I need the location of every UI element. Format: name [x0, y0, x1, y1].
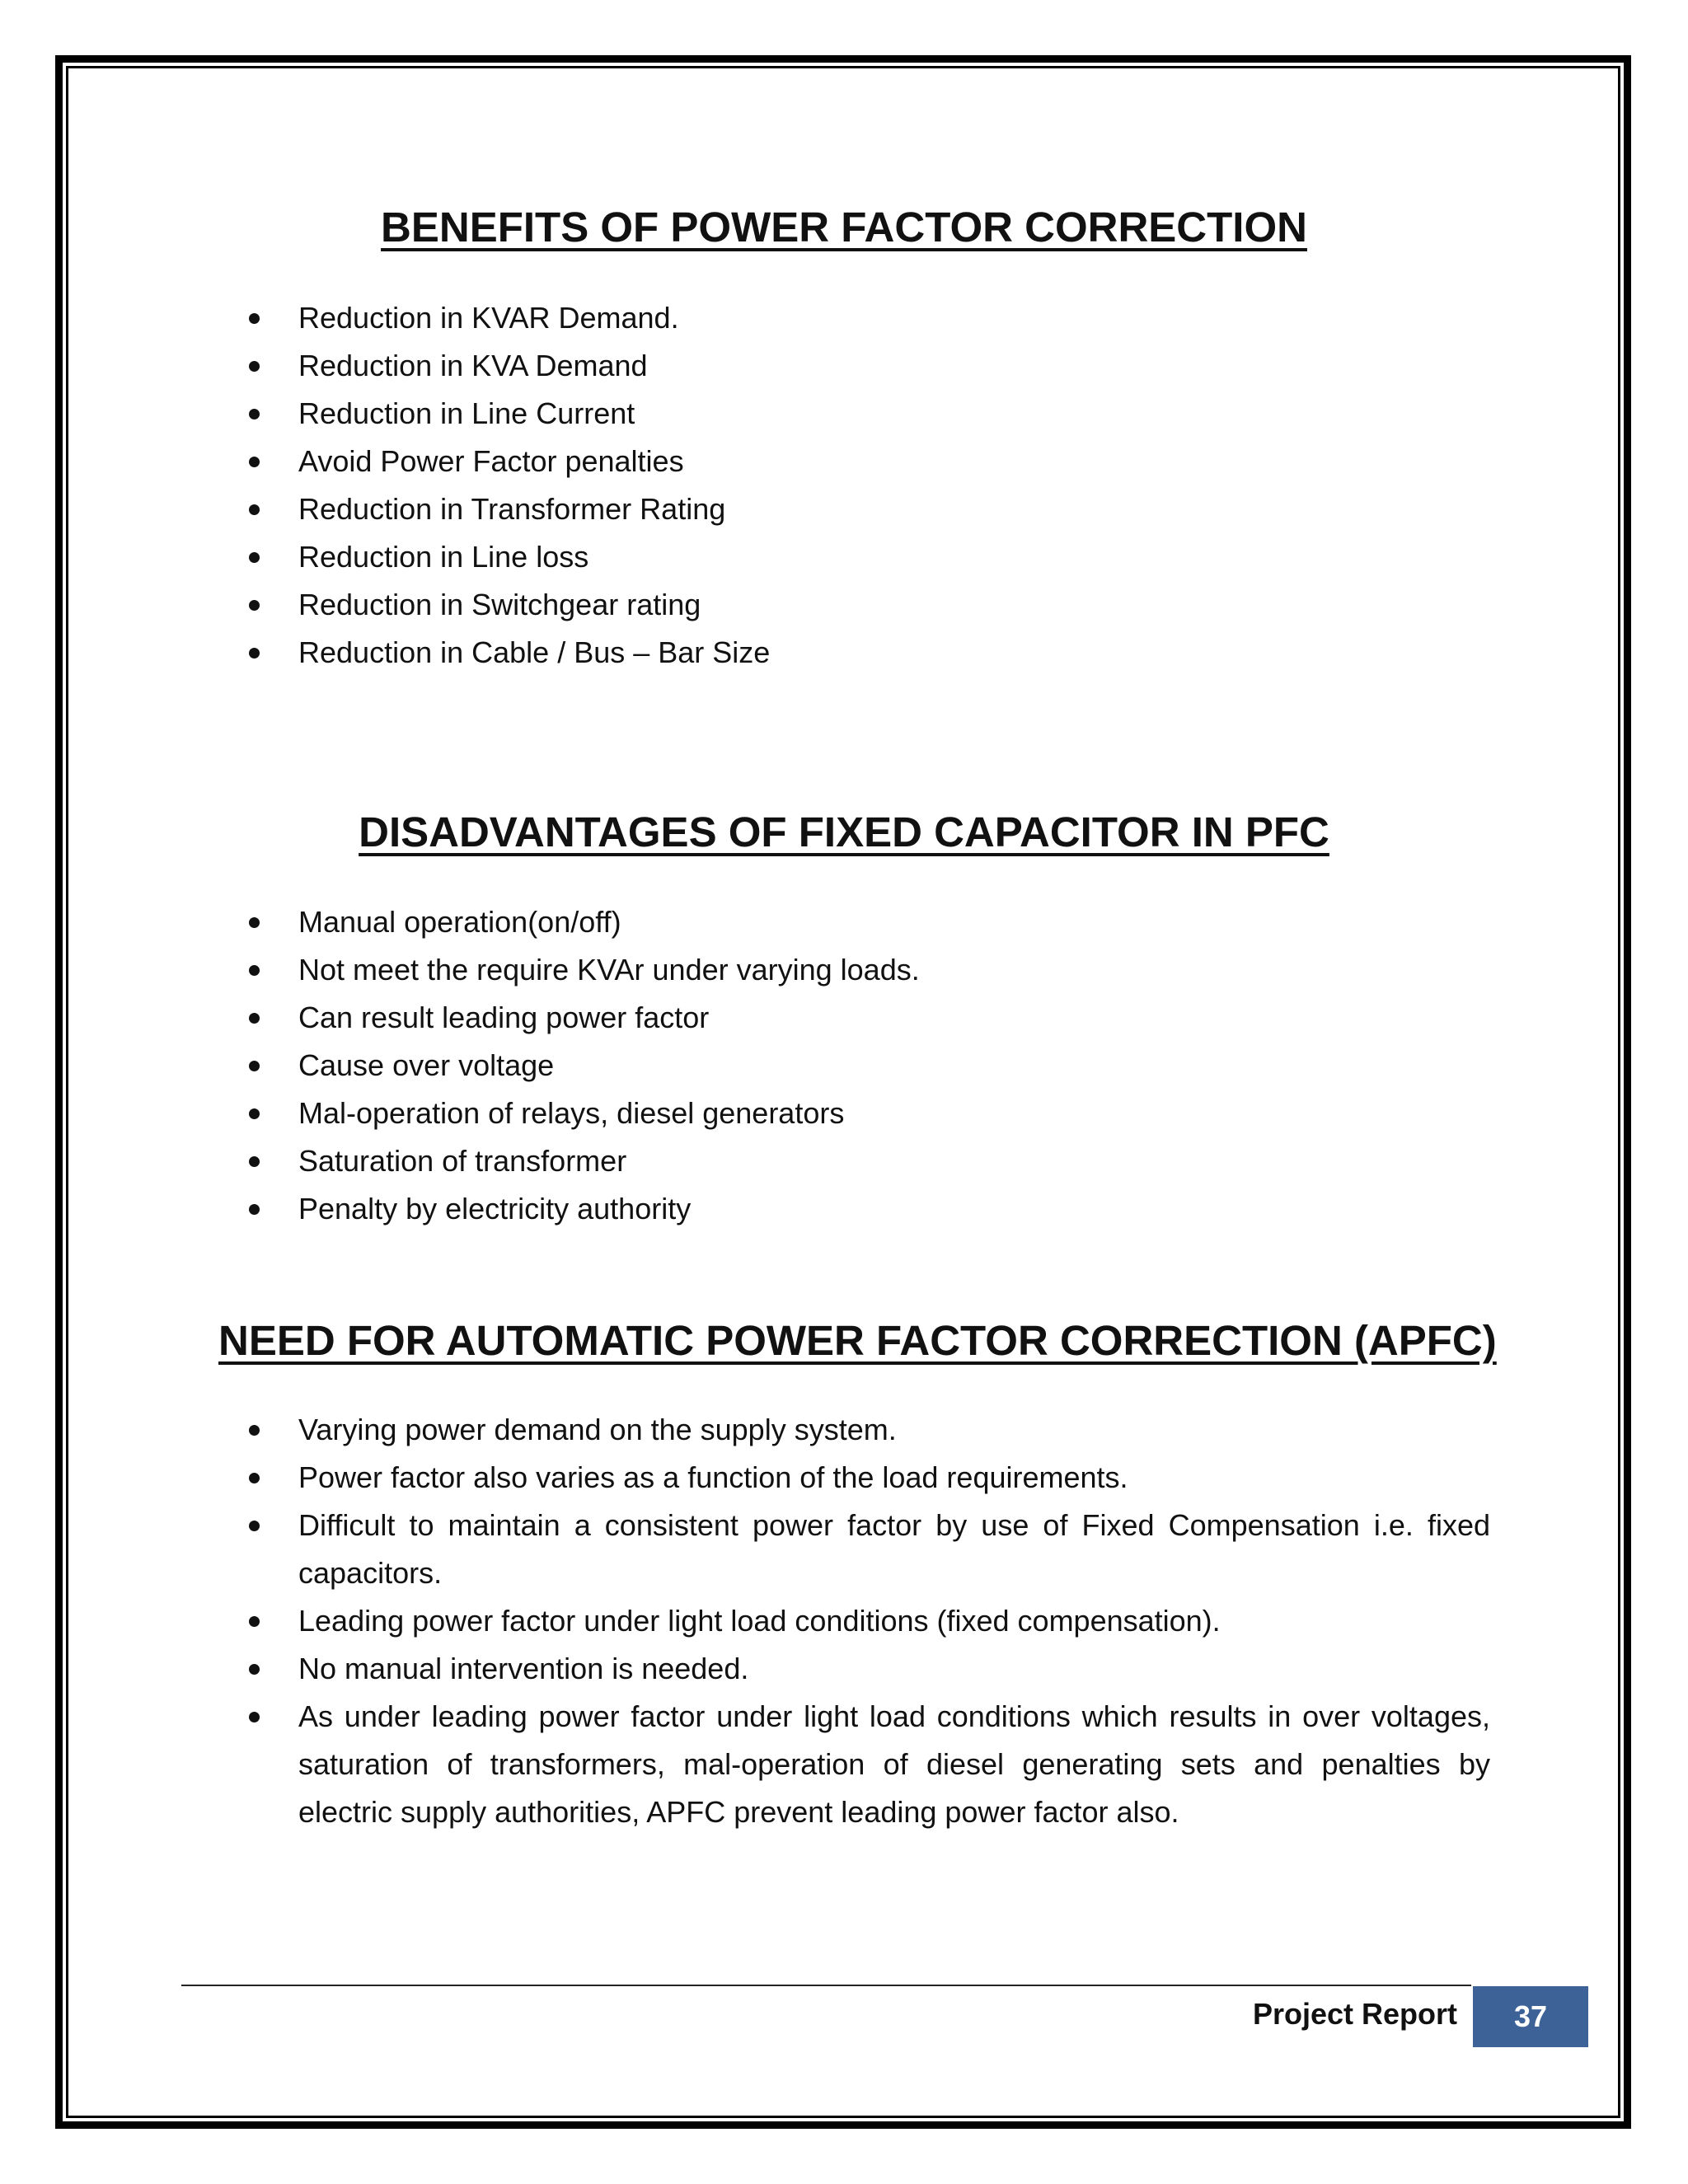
- bullet-icon: [249, 504, 260, 515]
- bullet-icon: [249, 965, 260, 976]
- bullet-icon: [249, 917, 260, 928]
- list-item: Avoid Power Factor penalties: [247, 438, 1490, 485]
- bullet-icon: [249, 1061, 260, 1071]
- bullet-icon: [249, 648, 260, 658]
- bullet-icon: [249, 1664, 260, 1675]
- footer-report-label: Project Report: [1252, 1997, 1457, 2031]
- list-item: Saturation of transformer: [247, 1137, 1490, 1185]
- list-item: Reduction in Line Current: [247, 390, 1490, 438]
- bullet-icon: [249, 313, 260, 324]
- disadvantages-list: [247, 898, 1490, 1233]
- bullet-icon: [249, 457, 260, 467]
- list-item: Not meet the require KVAr under varying loads.: [247, 946, 1490, 994]
- list-item: Reduction in Cable / Bus – Bar Size: [247, 629, 1490, 677]
- bullet-icon: [249, 1712, 260, 1722]
- bullet-icon: [249, 552, 260, 563]
- bullet-icon: [249, 361, 260, 372]
- page-number: 37: [1513, 1999, 1548, 2033]
- apfc-need-list: [247, 1406, 1490, 1836]
- list-item: Reduction in Transformer Rating: [247, 485, 1490, 533]
- bullet-icon: [249, 600, 260, 611]
- list-item: Reduction in Line loss: [247, 533, 1490, 581]
- benefits-list: [247, 294, 1490, 677]
- list-item: Manual operation(on/off): [247, 898, 1490, 946]
- list-item: Reduction in Switchgear rating: [247, 581, 1490, 629]
- bullet-icon: [249, 1013, 260, 1024]
- bullet-icon: [249, 1156, 260, 1167]
- section-title-benefits: BENEFITS OF POWER FACTOR CORRECTION: [381, 204, 1307, 251]
- list-item: Mal-operation of relays, diesel generators: [247, 1090, 1490, 1137]
- list-item: No manual intervention is needed.: [247, 1645, 1490, 1693]
- section-title-apfc-need: NEED FOR AUTOMATIC POWER FACTOR CORRECTION (APFC): [218, 1317, 1497, 1364]
- list-item: Penalty by electricity authority: [247, 1185, 1490, 1233]
- list-item: Cause over voltage: [247, 1042, 1490, 1090]
- bullet-icon: [249, 1108, 260, 1119]
- list-item: Varying power demand on the supply system.: [247, 1406, 1490, 1454]
- bullet-icon: [249, 1521, 260, 1531]
- page-number-badge: [1473, 1986, 1588, 2047]
- footer-divider: [181, 1985, 1471, 1986]
- list-item: Difficult to maintain a consistent power factor by use of Fixed Compensation i.e. fixed capacitors.: [247, 1502, 1490, 1597]
- bullet-icon: [249, 1616, 260, 1627]
- list-item: Reduction in KVA Demand: [247, 342, 1490, 390]
- list-item: Leading power factor under light load conditions (fixed compensation).: [247, 1597, 1490, 1645]
- list-item: Power factor also varies as a function of the load requirements.: [247, 1454, 1490, 1502]
- list-item: Reduction in KVAR Demand.: [247, 294, 1490, 342]
- bullet-icon: [249, 409, 260, 419]
- list-item: Can result leading power factor: [247, 994, 1490, 1042]
- section-title-disadvantages: DISADVANTAGES OF FIXED CAPACITOR IN PFC: [359, 808, 1329, 855]
- bullet-icon: [249, 1473, 260, 1483]
- bullet-icon: [249, 1204, 260, 1215]
- bullet-icon: [249, 1425, 260, 1436]
- list-item: As under leading power factor under light load conditions which results in over voltages, saturation of transformers, mal-operation of diesel generating sets and penalties by electric supply authorities, APFC prevent leading power factor also.: [247, 1693, 1490, 1836]
